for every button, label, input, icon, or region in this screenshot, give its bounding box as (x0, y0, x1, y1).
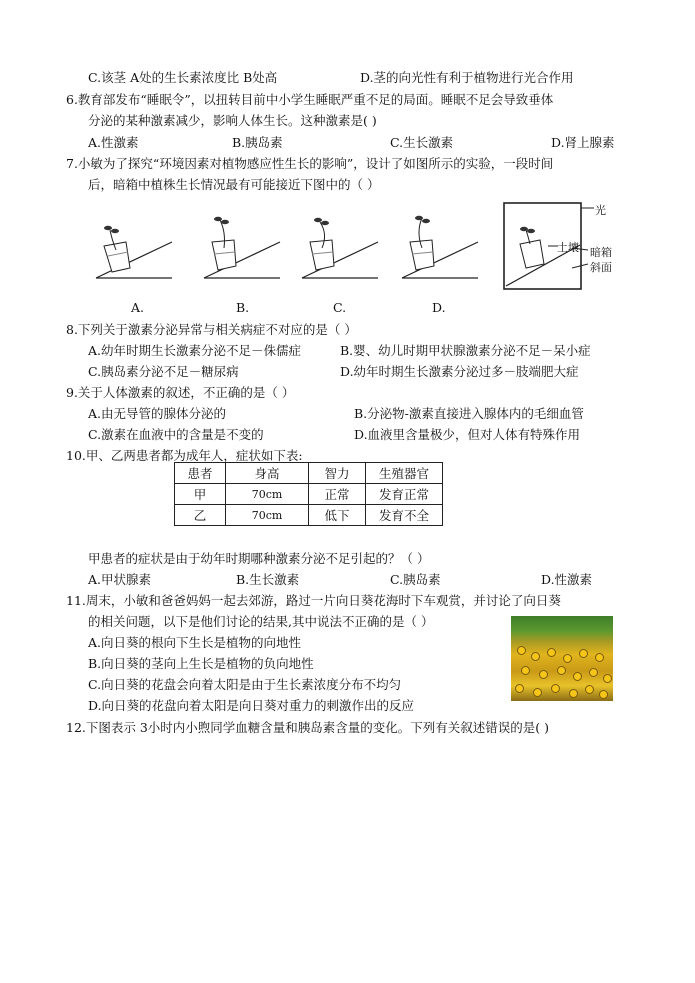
q8-option-a: A.幼年时期生长激素分泌不足－侏儒症 (88, 343, 302, 358)
table-header: 生殖器官 (366, 463, 443, 484)
sunflower-field-photo (511, 616, 613, 701)
q7-figure-b (200, 212, 282, 282)
q7-stem-line1: 7.小敏为了探究“环境因素对植物感应性生长的影响”，设计了如图所示的实验，一段时间 (66, 156, 554, 171)
q7-figure-d (398, 212, 480, 282)
q8-stem: 8.下列关于激素分泌异常与相关病症不对应的是（ ） (66, 322, 357, 337)
q7-label-darkbox: 暗箱 (590, 246, 612, 259)
q5-option-c: C.该茎 A处的生长素浓度比 B处高 (88, 70, 278, 85)
q10-question: 甲患者的症状是由于幼年时期哪种激素分泌不足引起的？（ ） (88, 551, 430, 566)
table-row (175, 505, 443, 526)
q6-option-d: D.肾上腺素 (551, 135, 615, 150)
q10-option-c: C.胰岛素 (390, 572, 441, 587)
q7-label-c: C. (333, 300, 347, 315)
q7-label-slope: 斜面 (590, 261, 612, 274)
q12-stem: 12.下图表示 3小时内小煦同学血糖含量和胰岛素含量的变化。下列有关叙述错误的是( ) (66, 720, 550, 735)
table-cell: 乙 (175, 505, 226, 526)
table-cell: 70cm (226, 484, 309, 505)
q10-symptom-table (174, 462, 443, 526)
q11-stem-line1: 11.周末，小敏和爸爸妈妈一起去郊游，路过一片向日葵花海时下车观赏，并讨论了向日葵 (66, 593, 561, 608)
q7-figure-c (298, 212, 380, 282)
q6-option-a: A.性激素 (88, 135, 139, 150)
q10-option-a: A.甲状腺素 (88, 572, 152, 587)
table-cell: 低下 (309, 505, 366, 526)
q10-option-b: B.生长激素 (236, 572, 300, 587)
q9-option-c: C.激素在血液中的含量是不变的 (88, 427, 264, 442)
q7-stem-line2: 后，暗箱中植株生长情况最有可能接近下图中的（ ） (88, 177, 380, 192)
q7-label-light: 光 (595, 204, 606, 217)
q10-option-d: D.性激素 (541, 572, 593, 587)
q6-stem-line1: 6.教育部发布“睡眠令”，以扭转目前中小学生睡眠严重不足的局面。睡眠不足会导致垂体 (66, 92, 554, 107)
q9-option-d: D.血液里含量极少，但对人体有特殊作用 (354, 427, 581, 442)
q9-stem: 9.关于人体激素的叙述，不正确的是（ ） (66, 385, 295, 400)
table-header: 身高 (226, 463, 309, 484)
q11-option-c: C.向日葵的花盘会向着太阳是由于生长素浓度分布不均匀 (88, 677, 402, 692)
q7-label-b: B. (236, 300, 250, 315)
q11-option-a: A.向日葵的根向下生长是植物的向地性 (88, 635, 302, 650)
q8-option-d: D.幼年时期生长激素分泌过多－肢端肥大症 (340, 364, 579, 379)
table-cell: 甲 (175, 484, 226, 505)
q6-stem-line2: 分泌的某种激素减少，影响人体生长。这种激素是( ) (88, 113, 377, 128)
table-header: 智力 (309, 463, 366, 484)
q6-option-b: B.胰岛素 (232, 135, 283, 150)
table-header-row (175, 463, 443, 484)
table-cell: 正常 (309, 484, 366, 505)
q11-option-b: B.向日葵的茎向上生长是植物的负向地性 (88, 656, 314, 671)
q7-figure-a (92, 212, 174, 282)
table-cell: 发育不全 (366, 505, 443, 526)
q8-option-b: B.婴、幼儿时期甲状腺激素分泌不足－呆小症 (340, 343, 591, 358)
q7-label-a: A. (131, 300, 145, 315)
q7-label-soil: 土壤 (557, 241, 579, 254)
table-cell: 发育正常 (366, 484, 443, 505)
table-cell: 70cm (226, 505, 309, 526)
q5-option-d: D.茎的向光性有利于植物进行光合作用 (360, 70, 574, 85)
q9-option-b: B.分泌物-激素直接进入腺体内的毛细血管 (354, 406, 584, 421)
q6-option-c: C.生长激素 (390, 135, 454, 150)
q7-label-d: D. (432, 300, 446, 315)
table-header: 患者 (175, 463, 226, 484)
table-row (175, 484, 443, 505)
q9-option-a: A.由无导管的腺体分泌的 (88, 406, 227, 421)
q8-option-c: C.胰岛素分泌不足－糖尿病 (88, 364, 239, 379)
q11-stem-line2: 的相关问题，以下是他们讨论的结果,其中说法不正确的是（ ） (88, 614, 434, 629)
q11-option-d: D.向日葵的花盘向着太阳是向日葵对重力的刺激作出的反应 (88, 698, 415, 713)
q10-stem: 10.甲、乙两患者都为成年人，症状如下表: (66, 448, 303, 463)
